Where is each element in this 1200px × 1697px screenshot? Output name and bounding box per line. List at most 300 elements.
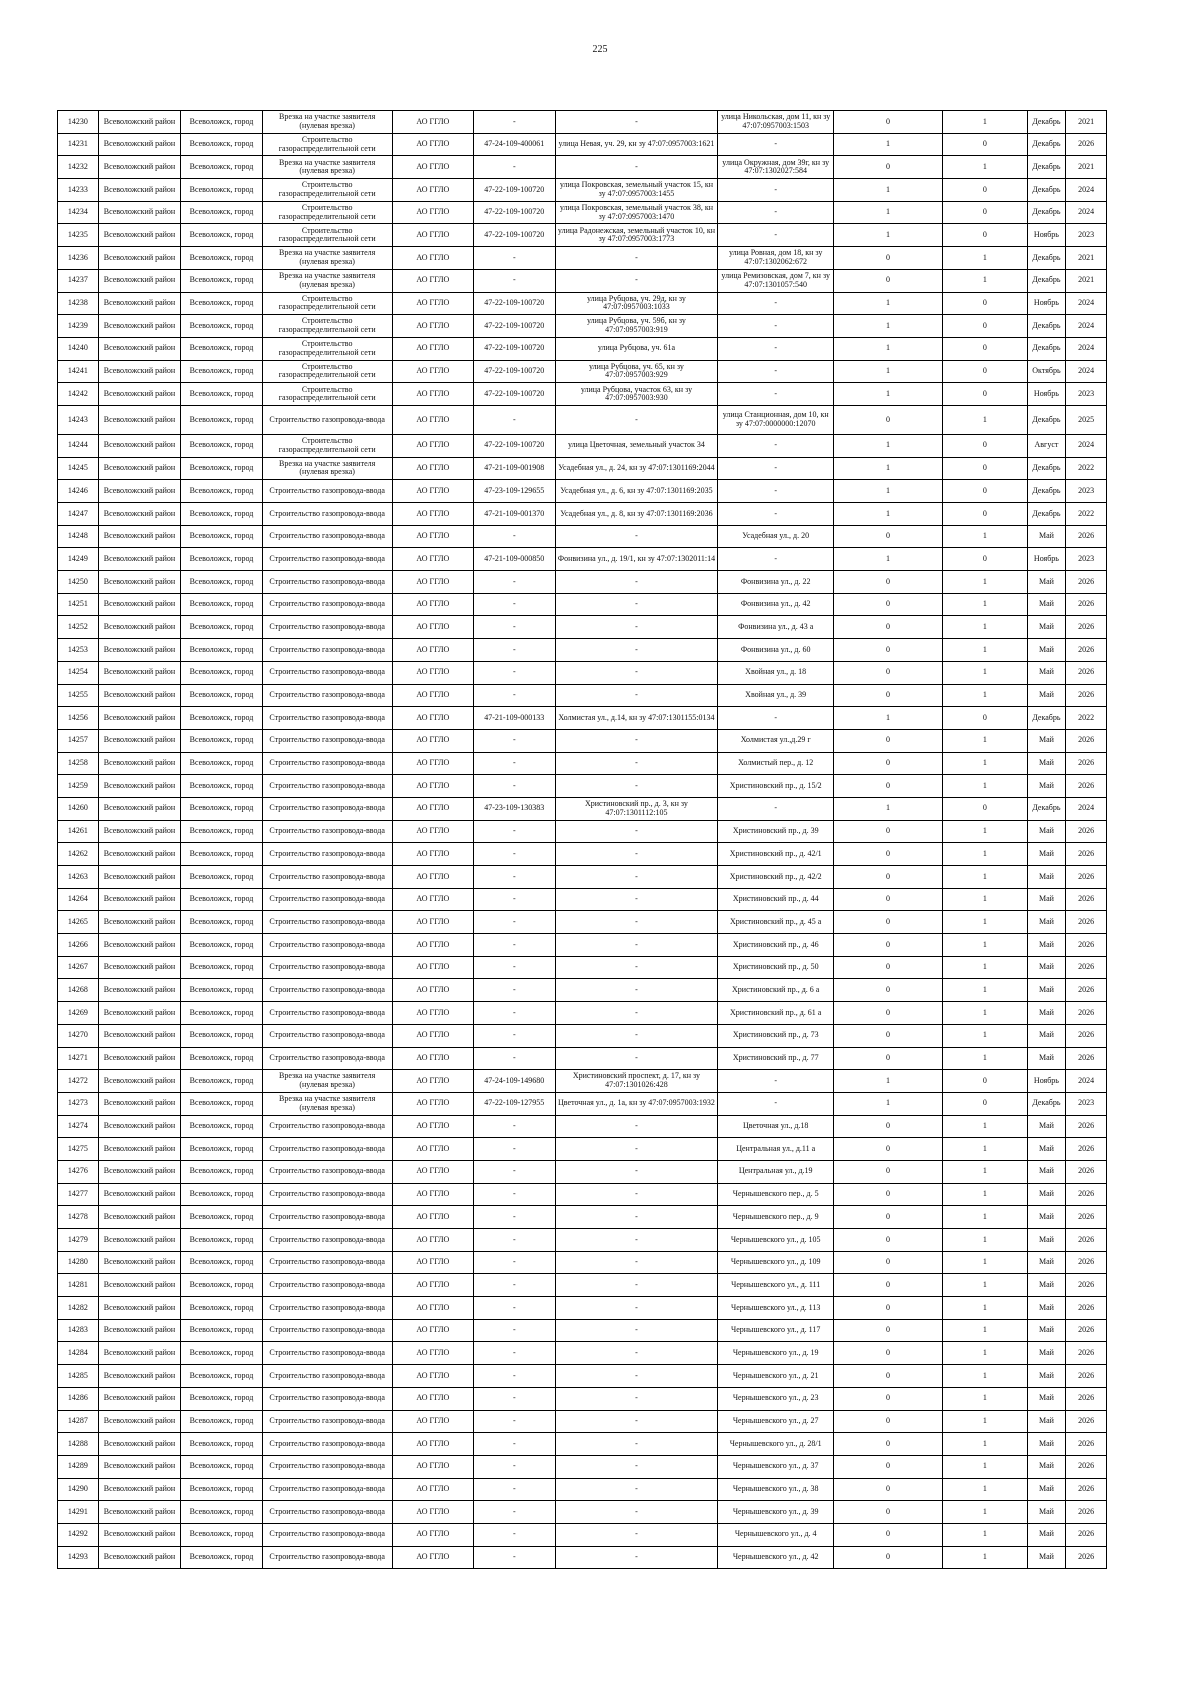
cell-month: Май (1027, 525, 1066, 548)
cell-flag-a: 0 (833, 843, 942, 866)
cell-work-type: Строительство газопровода-ввода (262, 775, 392, 798)
cell-address-b: улица Ремизовская, дом 7, кн зу 47:07:1301057:540 (718, 269, 834, 292)
cell-month: Май (1027, 1319, 1066, 1342)
cell-organization: АО ГГЛО (392, 593, 473, 616)
cell-year: 2024 (1066, 360, 1107, 383)
cell-district: Всеволожский район (98, 1342, 181, 1365)
cell-year: 2024 (1066, 292, 1107, 315)
cell-work-type: Строительство газопровода-ввода (262, 1183, 392, 1206)
cell-year: 2023 (1066, 383, 1107, 406)
cell-month: Май (1027, 1387, 1066, 1410)
cell-year: 2026 (1066, 820, 1107, 843)
cell-id: 14276 (58, 1160, 99, 1183)
cell-month: Май (1027, 1342, 1066, 1365)
cell-address-a: - (555, 911, 718, 934)
cell-month: Май (1027, 888, 1066, 911)
cell-address-b: Хвойная ул., д. 39 (718, 684, 834, 707)
cell-flag-b: 1 (942, 1478, 1027, 1501)
cell-flag-b: 1 (942, 1319, 1027, 1342)
cell-address-a: - (555, 1523, 718, 1546)
register-body (58, 111, 1107, 1569)
cell-permit: - (474, 1387, 555, 1410)
cell-month: Декабрь (1027, 133, 1066, 156)
cell-settlement: Всеволожск, город (181, 661, 262, 684)
table-row (58, 616, 1107, 639)
cell-work-type: Строительство газораспределительной сети (262, 201, 392, 224)
cell-organization: АО ГГЛО (392, 1410, 473, 1433)
cell-organization: АО ГГЛО (392, 457, 473, 480)
cell-work-type: Строительство газораспределительной сети (262, 360, 392, 383)
cell-settlement: Всеволожск, город (181, 729, 262, 752)
cell-flag-a: 0 (833, 1229, 942, 1252)
cell-permit: - (474, 956, 555, 979)
cell-year: 2024 (1066, 201, 1107, 224)
table-row (58, 480, 1107, 503)
cell-address-a: - (555, 1024, 718, 1047)
cell-year: 2026 (1066, 1297, 1107, 1320)
cell-month: Май (1027, 1251, 1066, 1274)
cell-organization: АО ГГЛО (392, 1387, 473, 1410)
cell-work-type: Строительство газопровода-ввода (262, 1455, 392, 1478)
cell-address-a: улица Рубцова, уч. 65, кн зу 47:07:0957003:929 (555, 360, 718, 383)
cell-district: Всеволожский район (98, 1478, 181, 1501)
cell-id: 14249 (58, 548, 99, 571)
cell-address-b: Христиновский пр., д. 39 (718, 820, 834, 843)
cell-address-a: улица Покровская, земельный участок 38, кн зу 47:07:0957003:1470 (555, 201, 718, 224)
table-row (58, 405, 1107, 434)
table-row (58, 503, 1107, 526)
cell-settlement: Всеволожск, город (181, 593, 262, 616)
cell-work-type: Врезка на участке заявителя (нулевая врезка) (262, 247, 392, 270)
cell-id: 14266 (58, 934, 99, 957)
cell-work-type: Строительство газопровода-ввода (262, 911, 392, 934)
cell-address-a: Цветочная ул., д. 1а, кн зу 47:07:0957003:1932 (555, 1092, 718, 1115)
cell-address-b: Усадебная ул., д. 20 (718, 525, 834, 548)
cell-flag-b: 1 (942, 571, 1027, 594)
cell-flag-a: 0 (833, 866, 942, 889)
cell-year: 2026 (1066, 1206, 1107, 1229)
table-row (58, 1319, 1107, 1342)
cell-id: 14283 (58, 1319, 99, 1342)
cell-address-b: - (718, 201, 834, 224)
cell-organization: АО ГГЛО (392, 337, 473, 360)
cell-flag-b: 1 (942, 1546, 1027, 1569)
cell-flag-b: 1 (942, 1160, 1027, 1183)
table-row (58, 1183, 1107, 1206)
cell-month: Май (1027, 684, 1066, 707)
cell-work-type: Строительство газопровода-ввода (262, 934, 392, 957)
cell-permit: 47-22-109-100720 (474, 201, 555, 224)
cell-month: Май (1027, 639, 1066, 662)
cell-permit: - (474, 1251, 555, 1274)
cell-address-b: Цветочная ул., д.18 (718, 1115, 834, 1138)
cell-address-b: Чернышевского ул., д. 21 (718, 1365, 834, 1388)
table-row (58, 911, 1107, 934)
cell-flag-a: 1 (833, 292, 942, 315)
cell-work-type: Строительство газопровода-ввода (262, 820, 392, 843)
cell-address-b: Христиновский пр., д. 61 а (718, 1002, 834, 1025)
cell-month: Декабрь (1027, 405, 1066, 434)
cell-id: 14263 (58, 866, 99, 889)
cell-permit: 47-22-109-100720 (474, 179, 555, 202)
cell-flag-b: 1 (942, 1501, 1027, 1524)
cell-permit: 47-24-109-400061 (474, 133, 555, 156)
table-row (58, 360, 1107, 383)
cell-permit: - (474, 571, 555, 594)
cell-address-b: Христиновский пр., д. 77 (718, 1047, 834, 1070)
cell-month: Декабрь (1027, 156, 1066, 179)
cell-flag-b: 1 (942, 1297, 1027, 1320)
cell-flag-a: 0 (833, 1138, 942, 1161)
cell-flag-b: 0 (942, 224, 1027, 247)
cell-flag-b: 0 (942, 707, 1027, 730)
cell-work-type: Строительство газопровода-ввода (262, 1251, 392, 1274)
cell-flag-a: 0 (833, 571, 942, 594)
cell-district: Всеволожский район (98, 525, 181, 548)
cell-work-type: Строительство газопровода-ввода (262, 593, 392, 616)
table-row (58, 179, 1107, 202)
cell-permit: - (474, 156, 555, 179)
cell-district: Всеволожский район (98, 1297, 181, 1320)
cell-address-a: улица Покровская, земельный участок 15, кн зу 47:07:0957003:1455 (555, 179, 718, 202)
cell-organization: АО ГГЛО (392, 269, 473, 292)
cell-flag-a: 1 (833, 201, 942, 224)
cell-district: Всеволожский район (98, 224, 181, 247)
cell-work-type: Строительство газопровода-ввода (262, 979, 392, 1002)
cell-organization: АО ГГЛО (392, 503, 473, 526)
cell-month: Ноябрь (1027, 383, 1066, 406)
cell-address-a: - (555, 571, 718, 594)
cell-year: 2021 (1066, 247, 1107, 270)
cell-address-b: улица Ровная, дом 18, кн зу 47:07:1302062:672 (718, 247, 834, 270)
cell-address-b: Чернышевского ул., д. 19 (718, 1342, 834, 1365)
cell-year: 2026 (1066, 729, 1107, 752)
cell-id: 14237 (58, 269, 99, 292)
cell-permit: - (474, 1206, 555, 1229)
cell-work-type: Врезка на участке заявителя (нулевая врезка) (262, 457, 392, 480)
cell-flag-a: 0 (833, 639, 942, 662)
cell-id: 14277 (58, 1183, 99, 1206)
cell-address-b: - (718, 434, 834, 457)
cell-settlement: Всеволожск, город (181, 1297, 262, 1320)
cell-month: Май (1027, 1410, 1066, 1433)
cell-district: Всеволожский район (98, 548, 181, 571)
cell-address-b: Фонвизина ул., д. 22 (718, 571, 834, 594)
cell-work-type: Строительство газопровода-ввода (262, 661, 392, 684)
cell-year: 2026 (1066, 1024, 1107, 1047)
cell-year: 2026 (1066, 752, 1107, 775)
cell-year: 2026 (1066, 1501, 1107, 1524)
cell-address-a: - (555, 1342, 718, 1365)
cell-work-type: Строительство газопровода-ввода (262, 1433, 392, 1456)
cell-month: Май (1027, 571, 1066, 594)
cell-month: Ноябрь (1027, 292, 1066, 315)
cell-district: Всеволожский район (98, 1160, 181, 1183)
cell-work-type: Врезка на участке заявителя (нулевая врезка) (262, 1092, 392, 1115)
cell-address-b: - (718, 707, 834, 730)
cell-district: Всеволожский район (98, 1387, 181, 1410)
cell-month: Декабрь (1027, 247, 1066, 270)
cell-address-b: улица Станционная, дом 10, кн зу 47:07:0000000:12070 (718, 405, 834, 434)
cell-work-type: Строительство газопровода-ввода (262, 729, 392, 752)
cell-year: 2021 (1066, 111, 1107, 134)
cell-permit: 47-22-109-100720 (474, 337, 555, 360)
cell-year: 2026 (1066, 1455, 1107, 1478)
table-row (58, 979, 1107, 1002)
cell-settlement: Всеволожск, город (181, 1047, 262, 1070)
cell-organization: АО ГГЛО (392, 684, 473, 707)
cell-year: 2026 (1066, 1478, 1107, 1501)
cell-flag-b: 1 (942, 269, 1027, 292)
cell-work-type: Строительство газопровода-ввода (262, 571, 392, 594)
cell-flag-a: 0 (833, 888, 942, 911)
cell-district: Всеволожский район (98, 820, 181, 843)
cell-address-a: - (555, 1501, 718, 1524)
cell-id: 14243 (58, 405, 99, 434)
cell-settlement: Всеволожск, город (181, 457, 262, 480)
cell-address-a: - (555, 405, 718, 434)
cell-flag-b: 0 (942, 797, 1027, 820)
cell-id: 14271 (58, 1047, 99, 1070)
cell-work-type: Строительство газораспределительной сети (262, 434, 392, 457)
cell-flag-b: 1 (942, 405, 1027, 434)
cell-address-b: Христиновский пр., д. 50 (718, 956, 834, 979)
cell-year: 2023 (1066, 480, 1107, 503)
cell-address-b: улица Никольская, дом 11, кн зу 47:07:0957003:1503 (718, 111, 834, 134)
cell-year: 2026 (1066, 684, 1107, 707)
cell-district: Всеволожский район (98, 480, 181, 503)
cell-flag-a: 1 (833, 503, 942, 526)
cell-id: 14274 (58, 1115, 99, 1138)
cell-organization: АО ГГЛО (392, 639, 473, 662)
cell-settlement: Всеволожск, город (181, 911, 262, 934)
cell-work-type: Строительство газопровода-ввода (262, 616, 392, 639)
cell-district: Всеволожский район (98, 1229, 181, 1252)
cell-permit: 47-22-109-100720 (474, 434, 555, 457)
cell-flag-a: 0 (833, 1297, 942, 1320)
cell-flag-a: 0 (833, 956, 942, 979)
table-row (58, 571, 1107, 594)
cell-month: Август (1027, 434, 1066, 457)
cell-id: 14244 (58, 434, 99, 457)
cell-settlement: Всеволожск, город (181, 1024, 262, 1047)
cell-flag-b: 0 (942, 201, 1027, 224)
cell-month: Май (1027, 820, 1066, 843)
cell-permit: - (474, 1047, 555, 1070)
cell-work-type: Строительство газораспределительной сети (262, 383, 392, 406)
cell-work-type: Строительство газораспределительной сети (262, 133, 392, 156)
cell-flag-a: 1 (833, 337, 942, 360)
cell-district: Всеволожский район (98, 684, 181, 707)
cell-organization: АО ГГЛО (392, 661, 473, 684)
cell-year: 2026 (1066, 525, 1107, 548)
cell-permit: 47-23-109-129655 (474, 480, 555, 503)
table-row (58, 1501, 1107, 1524)
cell-district: Всеволожский район (98, 1183, 181, 1206)
cell-district: Всеволожский район (98, 1523, 181, 1546)
cell-address-a: - (555, 1410, 718, 1433)
cell-year: 2026 (1066, 1387, 1107, 1410)
cell-year: 2026 (1066, 1002, 1107, 1025)
cell-work-type: Строительство газопровода-ввода (262, 1319, 392, 1342)
cell-flag-b: 1 (942, 616, 1027, 639)
cell-month: Май (1027, 1365, 1066, 1388)
cell-settlement: Всеволожск, город (181, 292, 262, 315)
cell-settlement: Всеволожск, город (181, 337, 262, 360)
cell-settlement: Всеволожск, город (181, 269, 262, 292)
cell-address-a: - (555, 1183, 718, 1206)
cell-district: Всеволожский район (98, 639, 181, 662)
cell-address-b: Христиновский пр., д. 42/2 (718, 866, 834, 889)
cell-work-type: Строительство газопровода-ввода (262, 1478, 392, 1501)
cell-work-type: Строительство газопровода-ввода (262, 752, 392, 775)
cell-address-a: улица Рубцова, уч. 59б, кн зу 47:07:0957003:919 (555, 315, 718, 338)
cell-settlement: Всеволожск, город (181, 888, 262, 911)
table-row (58, 866, 1107, 889)
cell-address-b: - (718, 797, 834, 820)
cell-settlement: Всеволожск, город (181, 1138, 262, 1161)
cell-id: 14248 (58, 525, 99, 548)
table-row (58, 383, 1107, 406)
cell-month: Май (1027, 934, 1066, 957)
cell-address-a: Усадебная ул., д. 8, кн зу 47:07:1301169:2036 (555, 503, 718, 526)
cell-district: Всеволожский район (98, 843, 181, 866)
cell-address-b: - (718, 337, 834, 360)
cell-year: 2026 (1066, 571, 1107, 594)
cell-month: Ноябрь (1027, 1070, 1066, 1093)
cell-organization: АО ГГЛО (392, 1478, 473, 1501)
cell-flag-a: 0 (833, 752, 942, 775)
cell-id: 14262 (58, 843, 99, 866)
cell-work-type: Строительство газопровода-ввода (262, 1274, 392, 1297)
cell-id: 14240 (58, 337, 99, 360)
table-row (58, 1478, 1107, 1501)
cell-flag-a: 1 (833, 224, 942, 247)
cell-address-b: - (718, 315, 834, 338)
cell-work-type: Врезка на участке заявителя (нулевая врезка) (262, 269, 392, 292)
cell-district: Всеволожский район (98, 1319, 181, 1342)
cell-id: 14293 (58, 1546, 99, 1569)
cell-month: Декабрь (1027, 337, 1066, 360)
table-row (58, 133, 1107, 156)
cell-address-a: Усадебная ул., д. 24, кн зу 47:07:1301169:2044 (555, 457, 718, 480)
cell-year: 2026 (1066, 956, 1107, 979)
cell-permit: - (474, 1319, 555, 1342)
cell-work-type: Строительство газопровода-ввода (262, 405, 392, 434)
cell-organization: АО ГГЛО (392, 292, 473, 315)
cell-district: Всеволожский район (98, 571, 181, 594)
table-row (58, 111, 1107, 134)
cell-flag-b: 0 (942, 457, 1027, 480)
cell-district: Всеволожский район (98, 956, 181, 979)
cell-permit: - (474, 1342, 555, 1365)
table-row (58, 201, 1107, 224)
table-row (58, 1523, 1107, 1546)
cell-flag-b: 1 (942, 247, 1027, 270)
cell-settlement: Всеволожск, город (181, 1365, 262, 1388)
cell-id: 14268 (58, 979, 99, 1002)
cell-settlement: Всеволожск, город (181, 525, 262, 548)
cell-permit: 47-21-109-001908 (474, 457, 555, 480)
cell-address-b: - (718, 179, 834, 202)
cell-year: 2021 (1066, 156, 1107, 179)
cell-flag-b: 0 (942, 337, 1027, 360)
cell-flag-a: 0 (833, 1251, 942, 1274)
cell-flag-b: 1 (942, 1433, 1027, 1456)
cell-permit: - (474, 934, 555, 957)
cell-settlement: Всеволожск, город (181, 133, 262, 156)
cell-work-type: Строительство газопровода-ввода (262, 797, 392, 820)
cell-permit: - (474, 1433, 555, 1456)
cell-permit: - (474, 1546, 555, 1569)
cell-district: Всеволожский район (98, 752, 181, 775)
cell-address-a: - (555, 752, 718, 775)
cell-flag-a: 0 (833, 1455, 942, 1478)
table-row (58, 1138, 1107, 1161)
cell-flag-a: 0 (833, 156, 942, 179)
cell-id: 14281 (58, 1274, 99, 1297)
cell-permit: - (474, 729, 555, 752)
cell-work-type: Строительство газораспределительной сети (262, 224, 392, 247)
cell-flag-b: 0 (942, 480, 1027, 503)
cell-id: 14292 (58, 1523, 99, 1546)
cell-flag-a: 0 (833, 525, 942, 548)
table-row (58, 1206, 1107, 1229)
cell-flag-a: 0 (833, 1002, 942, 1025)
table-row (58, 292, 1107, 315)
cell-settlement: Всеволожск, город (181, 1251, 262, 1274)
cell-settlement: Всеволожск, город (181, 820, 262, 843)
cell-flag-b: 1 (942, 752, 1027, 775)
cell-id: 14250 (58, 571, 99, 594)
cell-id: 14278 (58, 1206, 99, 1229)
cell-id: 14282 (58, 1297, 99, 1320)
cell-flag-b: 1 (942, 661, 1027, 684)
cell-organization: АО ГГЛО (392, 797, 473, 820)
cell-year: 2022 (1066, 503, 1107, 526)
cell-year: 2026 (1066, 1138, 1107, 1161)
cell-year: 2026 (1066, 639, 1107, 662)
cell-month: Май (1027, 1297, 1066, 1320)
cell-address-a: - (555, 820, 718, 843)
cell-address-a: - (555, 661, 718, 684)
cell-organization: АО ГГЛО (392, 1342, 473, 1365)
cell-month: Май (1027, 956, 1066, 979)
page-number: 225 (592, 44, 608, 55)
cell-permit: - (474, 616, 555, 639)
cell-organization: АО ГГЛО (392, 525, 473, 548)
cell-settlement: Всеволожск, город (181, 548, 262, 571)
cell-address-b: - (718, 292, 834, 315)
cell-month: Май (1027, 593, 1066, 616)
cell-month: Май (1027, 1024, 1066, 1047)
cell-address-b: Христиновский пр., д. 44 (718, 888, 834, 911)
cell-organization: АО ГГЛО (392, 1070, 473, 1093)
cell-work-type: Строительство газопровода-ввода (262, 684, 392, 707)
cell-flag-a: 0 (833, 1319, 942, 1342)
cell-permit: - (474, 1478, 555, 1501)
cell-address-b: - (718, 133, 834, 156)
cell-address-a: Христиновский пр., д. 3, кн зу 47:07:1301112:105 (555, 797, 718, 820)
cell-district: Всеволожский район (98, 503, 181, 526)
cell-month: Декабрь (1027, 201, 1066, 224)
table-row (58, 1092, 1107, 1115)
cell-year: 2026 (1066, 1274, 1107, 1297)
cell-organization: АО ГГЛО (392, 1501, 473, 1524)
cell-district: Всеволожский район (98, 315, 181, 338)
cell-address-a: Христиновский проспект, д. 17, кн зу 47:07:1301026:428 (555, 1070, 718, 1093)
cell-id: 14259 (58, 775, 99, 798)
